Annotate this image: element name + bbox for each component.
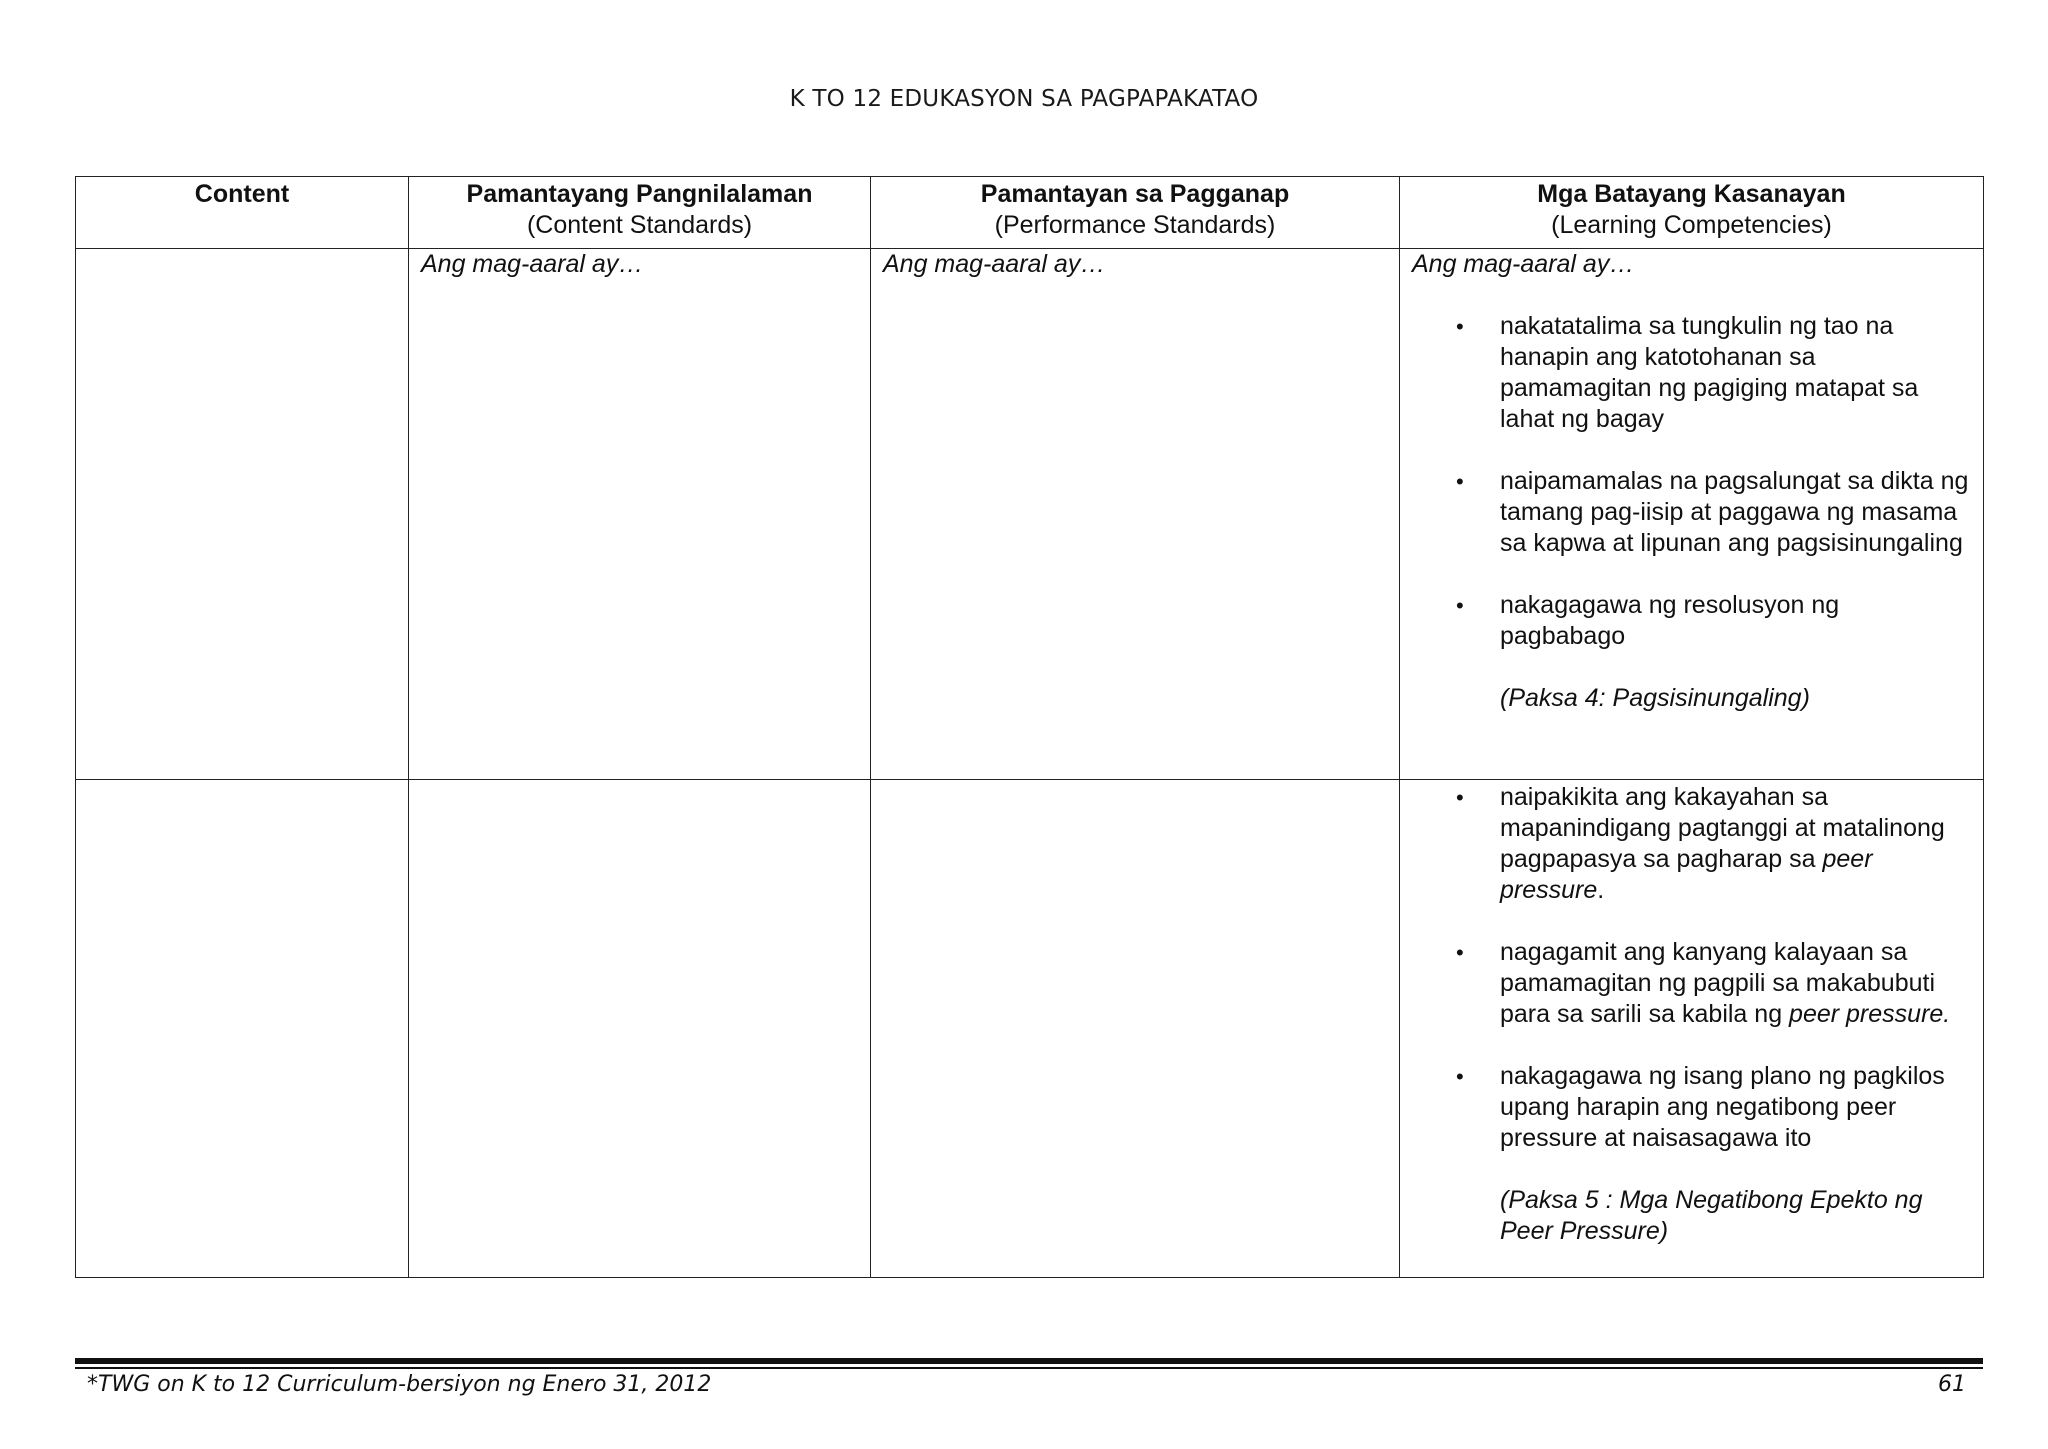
cell-intro-text: Ang mag-aaral ay… [421,250,644,278]
competency-text: naipakikita ang kakayahan sa mapanindigang pagtanggi at matalinong pagpapasya sa pagharap sa [1500,783,1945,873]
cell-intro-text: Ang mag-aaral ay… [883,250,1106,278]
column-header-main: Pamantayang Pangnilalaman [466,180,813,208]
learning-competencies-cell [1400,249,1984,780]
content-standards-cell [409,249,871,780]
curriculum-table [75,176,1984,1278]
competency-text: nakagagawa ng isang plano ng pagkilos upang harapin ang negatibong peer pressure at naisasagawa ito [1500,1062,1945,1152]
competency-text: nakagagawa ng resolusyon ng pagbabago [1500,591,1840,650]
bullet-icon: • [1456,593,1464,618]
learning-competencies-cell [1400,780,1984,1278]
competency-italic-text: peer pressure [1500,845,1873,904]
column-header-sub: (Performance Standards) [994,211,1276,239]
list-item [1456,590,1971,652]
footer-divider-thick [75,1358,1983,1364]
column-header-content-standards [409,177,871,249]
competency-list [1412,782,1971,1154]
table-row [76,249,1984,780]
column-header-learning-competencies [1400,177,1984,249]
competency-text: naipamamalas na pagsalungat sa dikta ng tamang pag-iisip at paggawa ng masama sa kapwa at lipunan ang pagsisinungaling [1500,467,1969,557]
content-cell [76,780,409,1278]
table-row [76,780,1984,1278]
list-item [1456,1061,1971,1154]
list-item [1456,311,1971,435]
column-header-main: Content [194,180,290,208]
footer-divider-thin [75,1367,1983,1369]
bullet-icon: • [1456,940,1464,965]
performance-standards-cell [871,249,1400,780]
list-item [1456,782,1971,906]
bullet-icon: • [1456,1064,1464,1089]
performance-standards-cell [871,780,1400,1278]
content-standards-cell [409,780,871,1278]
paksa-label: (Paksa 4: Pagsisinungaling) [1500,684,1810,712]
competency-text: nagagamit ang kanyang kalayaan sa pamamagitan ng pagpili sa makabubuti para sa sarili sa kabila ng [1500,938,1935,1028]
column-header-sub: (Content Standards) [526,211,753,239]
column-header-main: Mga Batayang Kasanayan [1537,180,1846,208]
column-header-content [76,177,409,249]
list-item [1456,937,1971,1030]
competency-list [1412,311,1971,652]
list-item [1456,466,1971,559]
page-number: 61 [1938,1372,1966,1397]
footer-note: *TWG on K to 12 Curriculum-bersiyon ng Enero 31, 2012 [87,1372,712,1397]
column-header-main: Pamantayan sa Pagganap [980,180,1290,208]
competency-italic-text: peer pressure. [1789,1000,1951,1028]
content-cell [76,249,409,780]
paksa-label: (Paksa 5 : Mga Negatibong Epekto ng Peer Pressure) [1500,1186,1923,1245]
bullet-icon: • [1456,314,1464,339]
cell-intro-text: Ang mag-aaral ay… [1412,250,1635,278]
competency-tail-text: . [1597,876,1605,904]
column-header-performance-standards [871,177,1400,249]
competency-text: nakatatalima sa tungkulin ng tao na hanapin ang katotohanan sa pamamagitan ng pagiging matapat sa lahat ng bagay [1500,312,1919,433]
table-header-row [76,177,1984,249]
document-title: K TO 12 EDUKASYON SA PAGPAPAKATAO [789,86,1259,112]
bullet-icon: • [1456,785,1464,810]
bullet-icon: • [1456,469,1464,494]
column-header-sub: (Learning Competencies) [1551,211,1832,239]
